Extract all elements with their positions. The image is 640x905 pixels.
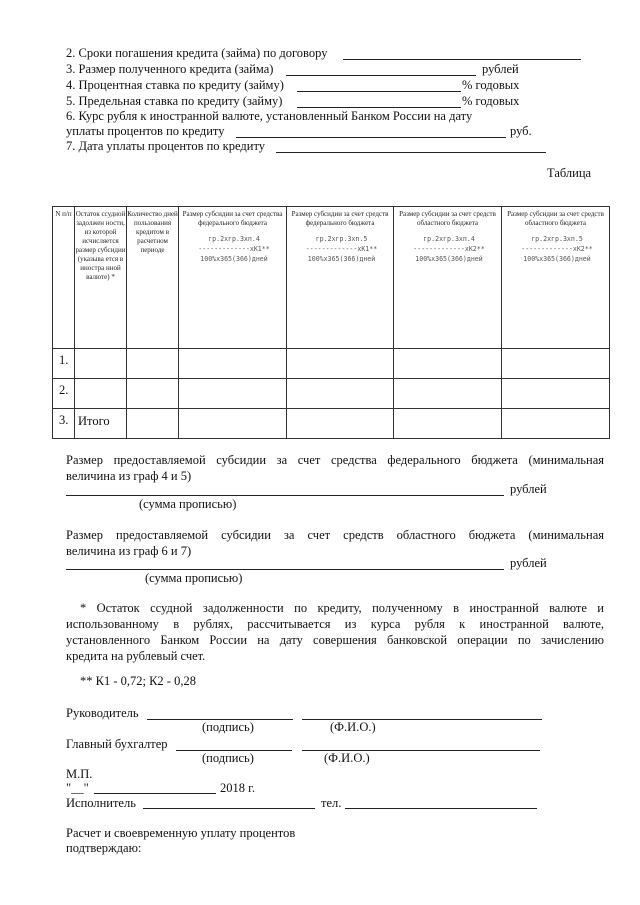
coefficients: ** К1 - 0,72; К2 - 0,28 [80,674,196,688]
table-cell[interactable] [502,409,610,439]
regional-caption: (сумма прописью) [145,571,243,585]
footnote-line-4: кредита на рублевый счет. [66,649,206,663]
header-col-5-title: Размер субсидии за счет средств федерального бюджета [291,210,389,227]
footnote-line-1: * Остаток ссудной задолженности по кредиту, полученному в иностранной валюте и [80,601,604,615]
row-label [75,349,127,379]
item-5-field[interactable] [297,107,461,108]
row-number: 3. [53,409,75,439]
date-prefix: "__" [66,781,89,795]
row-number: 2. [53,379,75,409]
row-number: 1. [53,349,75,379]
regional-amount-field[interactable] [66,569,504,570]
item-4-label: 4. Процентная ставка по кредиту (займу) [66,78,284,92]
formula-col-7-bottom: 100%х365(366)дней [523,255,591,263]
table-header-row [53,207,610,349]
item-3-unit: рублей [482,62,519,76]
stamp-label: М.П. [66,767,93,781]
table-cell[interactable] [287,409,394,439]
federal-unit: рублей [510,482,547,496]
date-field[interactable] [94,793,216,794]
item-7-label: 7. Дата уплаты процентов по кредиту [66,139,265,153]
table-cell[interactable] [179,349,287,379]
header-col-1: N п/п [53,207,75,349]
table-cell[interactable] [179,379,287,409]
header-col-5 [287,207,394,349]
head-name-caption: (Ф.И.О.) [330,720,376,734]
table-row [53,379,610,409]
head-sign-caption: (подпись) [202,720,254,734]
formula-col-7-top: гр.2хгр.3хп.5 [531,235,583,243]
formula-col-5-bottom: 100%х365(366)дней [307,255,376,263]
phone-label: тел. [321,796,342,810]
formula-col-4-bottom: 100%х365(366)дней [200,255,268,263]
table-cell[interactable] [127,349,179,379]
formula-col-5-line: -------------хК1** [305,245,378,253]
item-6-unit: руб. [510,124,532,138]
accountant-name-caption: (Ф.И.О.) [324,751,370,765]
table-cell[interactable] [127,379,179,409]
table-cell[interactable] [179,409,287,439]
table-row-total [53,409,610,439]
row-label [75,379,127,409]
table-cell[interactable] [287,349,394,379]
formula-col-5-top: гр.2хгр.3хп.5 [315,235,368,243]
confirm-line-2: подтверждаю: [66,841,142,855]
footnote-line-3: установленного Банком России на дату совершения банковской операции по зачислению [66,633,604,647]
table-cell[interactable] [127,409,179,439]
header-col-7-title: Размер субсидии за счет средств областного бюджета [507,210,604,227]
item-6-label-cont: уплаты процентов по кредиту [66,124,225,138]
row-label: Итого [75,409,127,439]
table-cell[interactable] [394,349,502,379]
regional-subsidy-text [66,527,604,559]
formula-col-6-top: гр.2хгр.3хп.4 [423,235,475,243]
item-3-label: 3. Размер полученного кредита (займа) [66,62,274,76]
table-label: Таблица [547,166,592,180]
formula-col-6-line: -------------хК2** [413,245,485,253]
federal-text-line-2: величина из граф 4 и 5) [66,469,192,483]
formula-col-4-top: гр.2хгр.3хп.4 [208,235,260,243]
formula-col-7-line: -------------хК2** [521,245,593,253]
table-cell[interactable] [287,379,394,409]
executor-label: Исполнитель [66,796,136,810]
accountant-sign-caption: (подпись) [202,751,254,765]
table-row [53,349,610,379]
footnote [66,600,604,664]
executor-field[interactable] [143,808,315,809]
date-year: 2018 г. [220,781,255,795]
header-col-3: Количество дней пользования кредитом в расчетном периоде [127,207,179,349]
table-cell[interactable] [502,349,610,379]
header-col-4-title: Размер субсидии за счет средства федерального бюджета [182,210,283,227]
federal-amount-field[interactable] [66,495,504,496]
item-4-unit: % годовых [462,78,520,92]
table-cell[interactable] [502,379,610,409]
item-3-field[interactable] [286,75,476,76]
item-2-label: 2. Сроки погашения кредита (займа) по договору [66,46,328,60]
regional-text-line-1: Размер предоставляемой субсидии за счет средств областного бюджета (минимальная [66,528,604,542]
subsidy-table [52,206,610,439]
item-7-field[interactable] [276,152,546,153]
regional-unit: рублей [510,556,547,570]
footnote-line-2: использованному в рублях, рассчитывается из курса рубля к иностранной валюте, [66,617,604,631]
head-label: Руководитель [66,706,139,720]
item-6-label: 6. Курс рубля к иностранной валюте, установленный Банком России на дату [66,109,473,123]
header-col-6-title: Размер субсидии за счет средств областного бюджета [399,210,496,227]
header-col-2: Остаток ссудной задолжен ности, из которой исчисляется размер субсидии (указыва ется в иностра нной валюте) * [75,207,127,349]
item-5-unit: % годовых [462,94,520,108]
item-5-label: 5. Предельная ставка по кредиту (займу) [66,94,283,108]
confirm-line-1: Расчет и своевременную уплату процентов [66,826,296,840]
item-6-field[interactable] [236,137,506,138]
table-cell[interactable] [394,409,502,439]
table-cell[interactable] [394,379,502,409]
header-col-6 [394,207,502,349]
accountant-label: Главный бухгалтер [66,737,168,751]
federal-text-line-1: Размер предоставляемой субсидии за счет средства федерального бюджета (минимальная [66,453,604,467]
federal-caption: (сумма прописью) [139,497,237,511]
header-col-7 [502,207,610,349]
formula-col-4-line: -------------хК1** [198,245,270,253]
item-2-field[interactable] [343,59,581,60]
regional-text-line-2: величина из граф 6 и 7) [66,544,192,558]
header-col-4 [179,207,287,349]
federal-subsidy-text [66,452,604,484]
phone-field[interactable] [345,808,537,809]
formula-col-6-bottom: 100%х365(366)дней [415,255,483,263]
item-4-field[interactable] [297,91,461,92]
